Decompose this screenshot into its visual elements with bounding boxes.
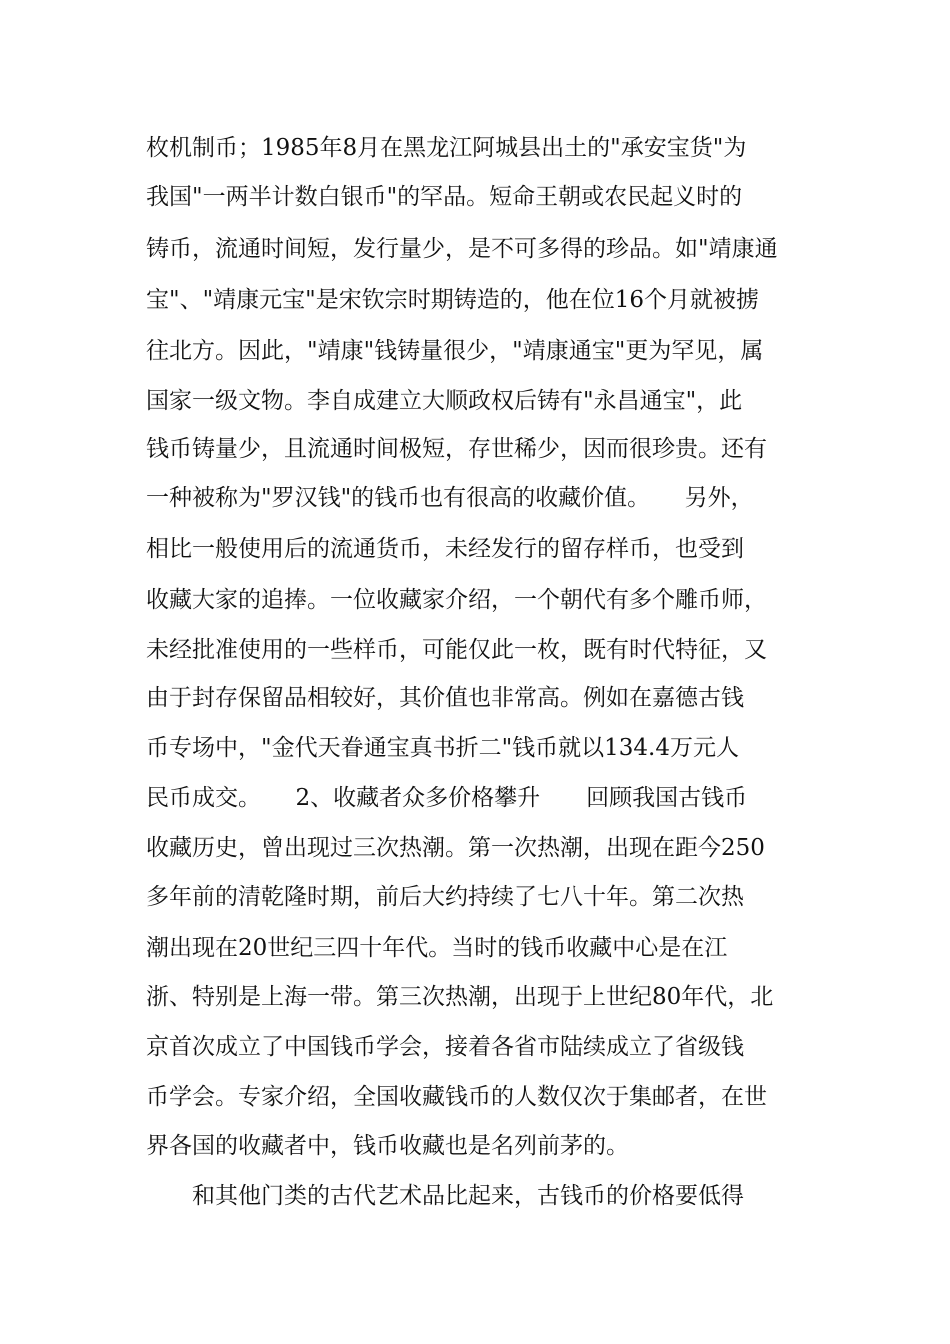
- text-line-17: 潮出现在20世纪三四十年代。当时的钱币收藏中心是在江: [146, 935, 728, 961]
- text-line-21: 界各国的收藏者中，钱币收藏也是名列前茅的。: [146, 1133, 629, 1159]
- text-line-11: 未经批准使用的一些样币，可能仅此一枚，既有时代特征，又: [146, 637, 767, 663]
- text-line-22: 和其他门类的古代艺术品比起来，古钱币的价格要低得: [146, 1183, 744, 1209]
- text-line-4: 宝"、"靖康元宝"是宋钦宗时期铸造的，他在位16个月就被掳: [146, 287, 760, 313]
- text-line-10: 收藏大家的追捧。一位收藏家介绍，一个朝代有多个雕币师，: [146, 587, 767, 613]
- text-line-13: 币专场中，"金代天眷通宝真书折二"钱币就以134.4万元人: [146, 735, 740, 761]
- text-line-18: 浙、特别是上海一带。第三次热潮，出现于上世纪80年代，北: [146, 984, 774, 1010]
- text-line-16: 多年前的清乾隆时期，前后大约持续了七八十年。第二次热: [146, 884, 744, 910]
- text-line-8: 一种被称为"罗汉钱"的钱币也有很高的收藏价值。 另外，: [146, 485, 754, 511]
- text-line-19: 京首次成立了中国钱币学会，接着各省市陆续成立了省级钱: [146, 1034, 744, 1060]
- text-line-7: 钱币铸量少，且流通时间极短，存世稀少，因而很珍贵。还有: [146, 436, 767, 462]
- text-line-6: 国家一级文物。李自成建立大顺政权后铸有"永昌通宝"，此: [146, 388, 743, 414]
- text-line-1: 枚机制币；1985年8月在黑龙江阿城县出土的"承安宝货"为: [146, 135, 747, 161]
- text-line-12: 由于封存保留品相较好，其价值也非常高。例如在嘉德古钱: [146, 685, 744, 711]
- text-line-5: 往北方。因此，"靖康"钱铸量很少，"靖康通宝"更为罕见，属: [146, 338, 764, 364]
- text-line-9: 相比一般使用后的流通货币，未经发行的留存样币，也受到: [146, 536, 744, 562]
- text-line-20: 币学会。专家介绍，全国收藏钱币的人数仅次于集邮者，在世: [146, 1084, 767, 1110]
- text-line-3: 铸币，流通时间短，发行量少，是不可多得的珍品。如"靖康通: [146, 236, 778, 262]
- text-line-2: 我国"一两半计数白银币"的罕品。短命王朝或农民起义时的: [146, 184, 743, 210]
- text-line-14: 民币成交。 2、收藏者众多价格攀升 回顾我国古钱币: [146, 785, 748, 811]
- text-line-15: 收藏历史，曾出现过三次热潮。第一次热潮，出现在距今250: [146, 835, 765, 861]
